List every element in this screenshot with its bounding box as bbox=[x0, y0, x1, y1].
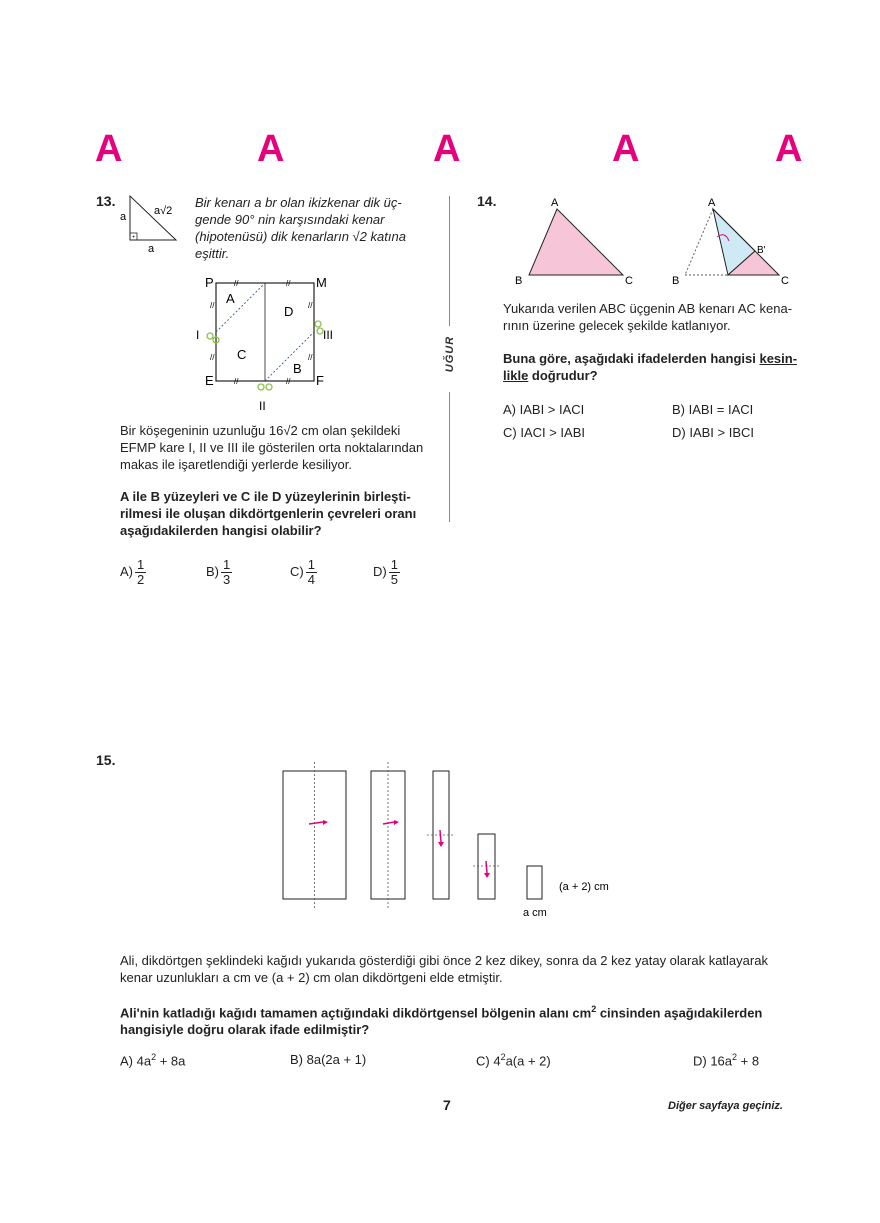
q13-question: A ile B yüzeyleri ve C ile D yüzeylerinin birleşti- rilmesi ile oluşan dikdörtgenlerin çevreleri oranı aşağıdakilerden hangisi olabilir? bbox=[120, 489, 417, 538]
svg-text://: // bbox=[286, 279, 291, 288]
svg-text://: // bbox=[234, 377, 239, 386]
svg-text:A: A bbox=[226, 291, 235, 306]
svg-text://: // bbox=[210, 301, 215, 310]
q13-option-a[interactable]: A) $\frac{1}{2}$ bbox=[120, 557, 145, 587]
q15-option-d[interactable]: D) $16a^2 + 8$ bbox=[693, 1052, 760, 1069]
q14-body: Yukarıda verilen ABC üçgenin AB kenarı AC kena- rının üzerine gelecek şekilde katlanıyor. bbox=[503, 301, 793, 333]
q13-right-triangle bbox=[118, 192, 188, 258]
header-letter-5: A bbox=[775, 128, 803, 170]
svg-text:F: F bbox=[316, 373, 324, 388]
q13-number: 13. bbox=[96, 193, 116, 209]
q13-square-figure bbox=[190, 270, 360, 420]
vertical-brand-label: UĞUR bbox=[444, 335, 456, 373]
svg-text:A: A bbox=[551, 197, 559, 209]
header-letter-4: A bbox=[612, 128, 640, 170]
svg-text:P: P bbox=[205, 275, 214, 290]
svg-text:D: D bbox=[284, 304, 294, 319]
q15-option-c[interactable]: C) $4^2a(a + 2)$ bbox=[476, 1052, 551, 1069]
svg-text:M: M bbox=[316, 275, 327, 290]
q13-option-d[interactable]: D) $\frac{1}{5}$ bbox=[373, 557, 398, 587]
q14-question: Buna göre, aşağıdaki ifadelerden hangisi kesin- likle doğrudur? bbox=[503, 351, 798, 383]
q14-number: 14. bbox=[477, 193, 497, 209]
header-letter-1: A bbox=[95, 128, 123, 170]
next-page-note: Diğer sayfaya geçiniz. bbox=[668, 1100, 783, 1112]
header-letter-2: A bbox=[257, 128, 285, 170]
svg-text://: // bbox=[210, 353, 215, 362]
svg-text://: // bbox=[234, 279, 239, 288]
svg-text:(a + 2) cm: (a + 2) cm bbox=[559, 881, 609, 893]
q13-intro: Bir kenarı a br olan ikizkenar dik üç- gende 90° nin karşısındaki kenar (hipotenüsü) dik kenarların √2 katına eşittir. bbox=[195, 195, 406, 261]
q15-option-a[interactable]: A) $4a^2 + 8a$ bbox=[120, 1052, 186, 1069]
q14-option-c[interactable]: C) IACI > IABI bbox=[503, 425, 585, 440]
q13-tri-hyp-label: a√2 bbox=[154, 205, 173, 217]
column-separator-bottom bbox=[449, 392, 450, 522]
svg-text:B': B' bbox=[757, 245, 766, 256]
svg-text:B: B bbox=[293, 361, 302, 376]
svg-text:C: C bbox=[625, 275, 633, 287]
q15-question: Ali'nin katladığı kağıdı tamamen açtığındaki dikdörtgensel bölgenin alanı $cm^2$ cinsinden aşağıdakilerden hangisiyle doğru olarak ifade edilmiştir? bbox=[120, 1004, 763, 1038]
svg-text:C: C bbox=[781, 275, 789, 287]
q13-body: Bir köşegeninin uzunluğu 16√2 cm olan şekildeki EFMP kare I, II ve III ile gösterilen orta noktalarından makas ile işaretlendiği yerlerde kesiliyor. bbox=[120, 423, 424, 472]
q15-option-b[interactable]: B) 8a(2a + 1) bbox=[290, 1052, 367, 1067]
q14-triangle-figures bbox=[505, 193, 805, 293]
q13-option-c[interactable]: C) $\frac{1}{4}$ bbox=[290, 557, 315, 587]
svg-text:a cm: a cm bbox=[523, 907, 547, 919]
svg-text:B: B bbox=[515, 275, 523, 287]
svg-text://: // bbox=[286, 377, 291, 386]
q15-number: 15. bbox=[96, 752, 116, 768]
q14-option-a[interactable]: A) IABI > IACI bbox=[503, 402, 585, 417]
svg-text:III: III bbox=[323, 328, 334, 342]
q13-tri-side-label: a bbox=[120, 211, 127, 223]
svg-text://: // bbox=[308, 353, 313, 362]
column-separator-top bbox=[449, 196, 450, 326]
svg-text:I: I bbox=[196, 328, 200, 342]
svg-text:II: II bbox=[259, 399, 266, 413]
q14-option-d[interactable]: D) IABI > IBCI bbox=[672, 425, 754, 440]
svg-text:E: E bbox=[205, 373, 214, 388]
page-number: 7 bbox=[443, 1097, 451, 1113]
q13-option-b[interactable]: B) $\frac{1}{3}$ bbox=[206, 557, 231, 587]
svg-text:A: A bbox=[708, 197, 716, 209]
svg-text://: // bbox=[308, 301, 313, 310]
q14-option-b[interactable]: B) IABI = IACI bbox=[672, 402, 754, 417]
svg-text:C: C bbox=[237, 347, 247, 362]
q15-folding-figure bbox=[275, 760, 635, 925]
q15-body: Ali, dikdörtgen şeklindeki kağıdı yukarıda gösterdiği gibi önce 2 kez dikey, sonra da 2 kez yatay olarak katlayarak kenar uzunlukları a cm ve (a + 2) cm olan dikdörtgeni elde etmiştir. bbox=[120, 953, 768, 985]
svg-text:B: B bbox=[672, 275, 680, 287]
header-letter-3: A bbox=[433, 128, 461, 170]
q13-tri-bottom-label: a bbox=[148, 243, 155, 255]
